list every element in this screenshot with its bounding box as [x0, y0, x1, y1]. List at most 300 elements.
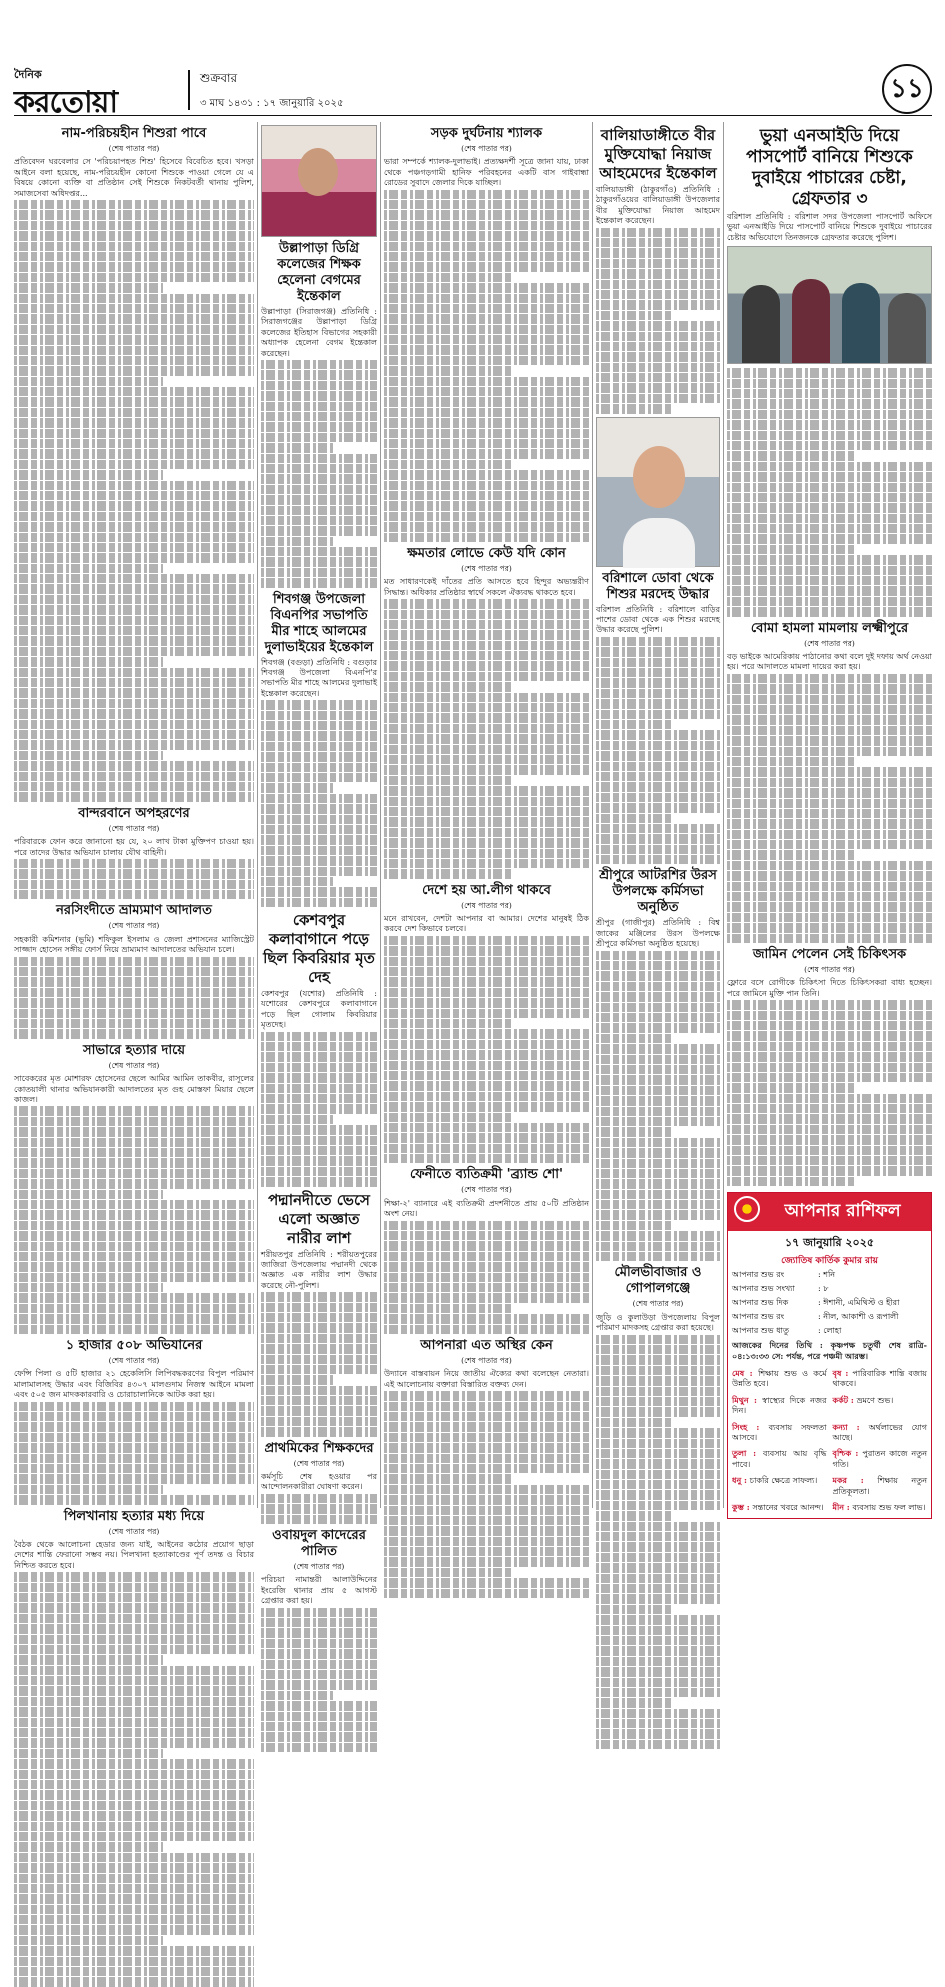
text-line [596, 1003, 720, 1012]
text-line [14, 356, 254, 365]
tithi-note: আজকের দিনের তিথি : কৃষ্ণপক্ষ চতুর্থী শেষ রাত্রি- ০৪:১৩:৩৩ সে: পর্যন্ত, পরে পঞ্চমী আরম্ভ। [732, 1340, 927, 1361]
text-line [261, 1063, 377, 1072]
text-line [596, 290, 720, 299]
text-line [384, 1231, 589, 1240]
text-line [596, 394, 720, 403]
text-line [261, 1722, 377, 1731]
headline: প্রাথমিকের শিক্ষকদের [264, 1440, 374, 1456]
article-text: শিবগঞ্জ (বগুড়া) প্রতিনিধি : বগুড়ার শিবগঞ্জ উপজেলা বিএনপি'র সভাপতি মীর শাহে আলমের দুলাভাই ইন্তেকাল করেছেন। [261, 657, 377, 698]
text-line [261, 578, 377, 587]
text-line [384, 449, 589, 458]
text-line [261, 752, 377, 761]
text-line [596, 1190, 720, 1199]
text-line [727, 483, 932, 492]
text-line [384, 1293, 589, 1302]
text-line [14, 231, 254, 240]
text-line [261, 1712, 377, 1721]
text-line [261, 464, 377, 473]
text-line [261, 898, 377, 907]
text-filler [384, 1221, 589, 1334]
zodiac-sign-text: অর্থলাভের যোগ আছে। [832, 1422, 927, 1443]
horoscope-author: জ্যোতিষ কার্তিক কুমার রায় [781, 1256, 878, 1267]
text-line [261, 360, 377, 369]
text-filler [14, 1402, 254, 1505]
text-line [14, 1283, 163, 1292]
text-line [14, 522, 254, 531]
text-line [261, 370, 377, 379]
text-line [384, 512, 589, 521]
text-filler [596, 637, 720, 865]
text-line [727, 379, 932, 388]
text-line [14, 533, 254, 542]
text-line [14, 688, 254, 697]
text-line [14, 1749, 163, 1758]
text-line [384, 1123, 589, 1132]
text-line [14, 242, 254, 251]
text-line [261, 537, 333, 546]
text-line [261, 516, 377, 525]
text-line [261, 1494, 377, 1503]
headline: পিলখানায় হত্যার মধ্য দিয়ে [63, 1508, 205, 1524]
text-line [261, 815, 377, 824]
text-line [14, 553, 254, 562]
text-line [727, 597, 932, 606]
article-text: জুড়ি ও কুলাউড়া উপজেলায় বিপুল পরিমাণ মাদকসহ গ্রেপ্তার করা হয়েছে। [596, 1312, 720, 1333]
zodiac-sign-name: কুম্ভ : [732, 1502, 753, 1513]
text-line [261, 1504, 377, 1513]
text-line [384, 190, 589, 199]
zodiac-sign-text: পুরাতন কাজে নতুন গতি। [832, 1449, 927, 1469]
text-line [596, 1594, 720, 1603]
text-filler [14, 957, 254, 1039]
text-line [384, 304, 589, 313]
text-line [14, 1148, 254, 1157]
text-line [14, 720, 254, 729]
text-filler [14, 859, 254, 900]
text-line [14, 439, 254, 448]
text-line [14, 1759, 254, 1768]
text-line [596, 1179, 720, 1188]
text-line [384, 599, 589, 608]
column-divider [257, 122, 258, 1508]
text-line [384, 501, 589, 510]
text-line [727, 545, 854, 554]
zodiac-sign-name: বৃশ্চিক : [832, 1448, 863, 1459]
article-text: বৈঠক থেকে আলোচনা হেডার জন্য যাই, আইনের কঠোর প্রয়োগ ছাড়া দেশের শান্তি ফেরানো সম্ভব নয়। পিলখানা হত্যাকাণ্ডের পূর্ণ তদন্ত ও বিচার নিশ্চিত করতে হবে। [14, 1539, 254, 1570]
text-line [384, 1454, 589, 1463]
text-line [727, 1042, 932, 1051]
text-line [596, 228, 720, 237]
headline: শ্রীপুরে আটরশির উরস উপলক্ষে কর্মিসভা অনুষ্ঠিত [599, 868, 717, 916]
headline: নাম-পরিচয়হীন শিশুরা পাবে [61, 126, 207, 141]
text-line [14, 967, 254, 976]
headline: বোমা হামলা মামলায় লক্ষ্মীপুরে [750, 620, 909, 636]
text-line [384, 1506, 589, 1515]
text-line [596, 280, 720, 289]
text-line [14, 1158, 254, 1167]
text-line [14, 678, 254, 687]
text-line [596, 1729, 720, 1738]
headline: ফেনীতে ব্যতিক্রমী 'ব্র্যান্ড শো' [410, 1167, 563, 1183]
text-line [14, 470, 163, 479]
text-line [727, 674, 932, 683]
text-line [261, 1136, 377, 1145]
text-line [261, 1732, 377, 1741]
horoscope-title [728, 1193, 931, 1231]
column-5 [727, 122, 932, 1513]
text-line [14, 1443, 254, 1452]
text-line [14, 709, 254, 718]
zodiac-sign-entry [833, 1395, 928, 1417]
lucky-row [728, 1324, 931, 1338]
text-line [261, 1355, 377, 1364]
text-line [596, 741, 720, 750]
zodiac-sign-text: স্বাস্থ্যের দিকে নজর দিন। [732, 1395, 827, 1416]
text-line [261, 742, 377, 751]
text-line [14, 1946, 254, 1955]
text-line [14, 772, 254, 781]
text-line [14, 1707, 254, 1716]
text-line [596, 363, 720, 372]
text-line [596, 1511, 673, 1520]
text-line [596, 1449, 720, 1458]
text-line [14, 1977, 254, 1986]
text-line [14, 977, 254, 986]
text-line [261, 1177, 377, 1186]
text-line [14, 1169, 254, 1178]
text-line [261, 825, 377, 834]
text-line [384, 620, 589, 629]
text-line [14, 1273, 254, 1282]
text-line [384, 1133, 589, 1142]
text-line [261, 1344, 377, 1353]
continued-label: (শেষ পাতার পর) [461, 563, 512, 573]
text-line [596, 404, 673, 413]
text-filler [261, 360, 377, 588]
text-filler [384, 1391, 589, 1598]
column-1 [14, 122, 254, 1570]
text-line [14, 1666, 254, 1675]
text-line [596, 1574, 720, 1583]
text-line [596, 311, 673, 320]
text-line [596, 1522, 720, 1531]
zodiac-sign-text: ব্যবসায় শুভ ফল লাভ। [852, 1503, 926, 1513]
text-line [727, 514, 932, 523]
zodiac-sign-entry [732, 1422, 827, 1444]
text-line [596, 1407, 720, 1416]
text-line [14, 304, 254, 313]
text-line [14, 460, 254, 469]
text-line [14, 1967, 254, 1976]
portrait-photo [261, 125, 377, 237]
text-line [384, 1402, 589, 1411]
text-line [261, 1323, 377, 1332]
text-line [596, 1698, 673, 1707]
text-line [384, 859, 589, 868]
text-line [14, 1936, 163, 1945]
text-line [261, 485, 377, 494]
text-line [14, 1190, 163, 1199]
continued-label: (শেষ পাতার পর) [461, 900, 512, 910]
headline: আপনারা এত অস্থির কেন [420, 1338, 553, 1353]
text-line [596, 1563, 720, 1572]
text-line [727, 389, 932, 398]
text-line [596, 352, 720, 361]
text-line [14, 1106, 254, 1115]
text-line [14, 283, 163, 292]
text-line [261, 1417, 377, 1426]
text-line [384, 356, 589, 365]
text-line [261, 1334, 377, 1343]
text-line [596, 855, 720, 864]
article-text: ফ্লোরে বসে রোগীকে চিকিৎসা দিতে চিকিৎসকরা বাধ্য হচ্ছেন। পরে জামিনে মুক্তি পান তিনি। [727, 978, 932, 998]
text-line [14, 730, 254, 739]
zodiac-sign-text: ভ্রমণে শুভ। [856, 1395, 894, 1405]
text-line [384, 682, 511, 691]
text-line [261, 474, 377, 483]
text-line [384, 849, 589, 858]
text-line [384, 1283, 589, 1292]
headline: সড়ক দুর্ঘটনায় শ্যালক [430, 126, 543, 141]
article-text: ভারা সম্পর্কে শ্যালক-দুলাভাই। প্রত্যক্ষদর্শী সূত্রে জানা যায়, ঢাকা থেকে পঞ্চগড়গামী হানিফ পরিবহনের একটি বাস গাইবান্ধা রোডের সুবাদে জেলার দিকে যাচ্ছিল। [384, 157, 589, 188]
text-line [384, 221, 589, 230]
text-line [261, 1515, 377, 1524]
text-line [596, 793, 720, 802]
zodiac-sign-entry [833, 1422, 928, 1444]
text-line [261, 1084, 377, 1093]
text-line [384, 1537, 589, 1546]
text-line [384, 262, 589, 271]
article-text: মনে রাখবেন, দেশটা আপনার বা আমার। দেশের মানুষই ঠিক করবে দেশ কিভাবে চলবে। [384, 914, 589, 934]
lucky-row [728, 1296, 931, 1310]
text-line [14, 1242, 254, 1251]
text-line [384, 1241, 589, 1250]
text-line [596, 1605, 673, 1614]
headline: ওবায়দুল কাদেরের পালিত [272, 1528, 366, 1560]
text-line [596, 1615, 720, 1624]
zodiac-sign-text: ব্যবসায় আয় বৃদ্ধি পাবে। [732, 1449, 827, 1469]
text-filler [384, 599, 589, 879]
text-line [384, 1050, 589, 1059]
column-divider [592, 122, 593, 1508]
text-line [14, 1495, 254, 1504]
text-line [261, 433, 377, 442]
text-line [384, 641, 589, 650]
article-text: পরিচয়া নামান্তরী আলাউদ্দিনের ইংরেজি থানার প্রায় ৫ আগস্ট গ্রেপ্তার করা হয়। [261, 1575, 377, 1606]
text-line [384, 1391, 589, 1400]
text-line [261, 526, 377, 535]
text-line [596, 1055, 720, 1064]
headline: বরিশালে ডোবা থেকে শিশুর মরদেহ উদ্ধার [602, 570, 714, 602]
text-line [727, 503, 932, 512]
text-line [14, 1811, 254, 1820]
text-line [727, 778, 932, 787]
lucky-label: আপনার শুভ ধাতু [732, 1326, 789, 1336]
headline: মৌলভীবাজার ও গোপালগঞ্জে [614, 1265, 702, 1297]
continued-label: (শেষ পাতার পর) [461, 144, 512, 153]
text-line [261, 1032, 377, 1041]
text-filler [261, 1032, 377, 1187]
text-line [727, 892, 932, 901]
text-line [596, 720, 673, 729]
text-line [596, 730, 720, 739]
text-line [596, 1159, 720, 1168]
text-line [14, 387, 254, 396]
text-line [14, 626, 254, 635]
text-line [384, 610, 589, 619]
text-line [14, 1635, 254, 1644]
text-line [14, 1231, 254, 1240]
text-line [596, 1096, 720, 1105]
text-line [596, 1013, 720, 1022]
text-line [14, 314, 254, 323]
text-line [14, 1645, 254, 1654]
continued-label: (শেষ পাতার পর) [108, 823, 160, 833]
text-line [14, 1801, 254, 1810]
text-line [727, 368, 932, 377]
text-line [596, 1355, 720, 1364]
article-text: উল্লাপাড়া (সিরাজগঞ্জ) প্রতিনিধি : সিরাজগঞ্জের উল্লাপাড়া ডিগ্রি কলেজের ইতিহাস বিভাগের সহকারী অধ্যাপক হেলেনা বেগম ইন্তেকাল করেছেন। [261, 307, 377, 358]
text-line [261, 557, 377, 566]
text-line [384, 1154, 589, 1163]
text-line [727, 524, 932, 533]
text-line [384, 755, 589, 764]
text-filler [384, 190, 589, 542]
text-line [596, 259, 720, 268]
masthead [14, 64, 932, 120]
text-line [14, 418, 254, 427]
zodiac-sign-entry [833, 1368, 928, 1390]
text-line [384, 1557, 589, 1566]
text-line [14, 221, 254, 230]
lucky-value: : শনি [818, 1270, 836, 1280]
text-line [384, 1578, 589, 1587]
text-line [596, 762, 720, 771]
text-line [596, 982, 720, 991]
text-line [384, 1526, 589, 1535]
text-line [261, 1608, 377, 1617]
text-line [14, 1138, 254, 1147]
text-line [384, 776, 511, 785]
text-line [14, 605, 254, 614]
column-4 [596, 122, 720, 1508]
text-line [384, 1009, 589, 1018]
text-line [14, 988, 254, 997]
text-line [596, 1688, 720, 1697]
continued-label: (শেষ পাতার পর) [108, 144, 160, 153]
text-line [14, 616, 254, 625]
text-line [14, 1957, 254, 1966]
text-line [14, 1210, 254, 1219]
text-line [727, 882, 932, 891]
lucky-row [728, 1282, 931, 1296]
text-line [261, 1649, 377, 1658]
text-filler [727, 1000, 932, 1186]
text-line [384, 745, 589, 754]
zodiac-sign-entry [732, 1448, 827, 1470]
lucky-row [728, 1310, 931, 1324]
text-line [596, 1584, 720, 1593]
text-line [727, 819, 932, 828]
text-line [261, 731, 377, 740]
text-line [261, 1156, 377, 1165]
text-line [596, 1034, 673, 1043]
text-line [261, 1427, 377, 1436]
text-line [596, 1231, 720, 1240]
zodiac-sign-name: কন্যা : [832, 1421, 869, 1432]
text-line [14, 1790, 254, 1799]
text-line [727, 850, 854, 859]
text-line [727, 861, 932, 870]
text-line [14, 325, 254, 334]
text-line [14, 1252, 254, 1261]
text-line [14, 1832, 254, 1841]
text-line [261, 381, 377, 390]
zodiac-sign-entry [732, 1368, 827, 1390]
article-text: ফেন্সি পিলা ও ৫টি হাজার ২১ হেকেলিসি লিপিবদ্ধকরণের বিপুল পরিমাণ মালামালসহ উদ্ধার এবং বিজিবির ৪৩০৭ মালগুদাম নিজস্ব আইনে মামলা এবং ৫০৫ জন মাদককারবারি ও চোরাচালানিকে আটক করা হয়। [14, 1369, 254, 1400]
text-line [384, 1516, 589, 1525]
zodiac-sign-text: চাকরি ক্ষেত্রে সাফল্য। [749, 1476, 818, 1486]
text-line [261, 783, 333, 792]
text-line [384, 1325, 589, 1334]
text-line [727, 809, 932, 818]
text-line [384, 703, 589, 712]
text-line [14, 1686, 254, 1695]
text-line [384, 1422, 589, 1431]
text-line [596, 1501, 720, 1510]
horoscope-date: ১৭ জানুয়ারি ২০২৫ [784, 1236, 874, 1250]
text-line [384, 797, 589, 806]
zodiac-sign-name: মিথুন : [732, 1394, 763, 1405]
text-line [261, 856, 377, 865]
text-line [261, 422, 377, 431]
zodiac-sign-text: ব্যবসায় সফলতা আসবে। [732, 1422, 827, 1443]
text-line [14, 1314, 254, 1323]
text-line [14, 273, 254, 282]
text-line [14, 252, 254, 261]
text-line [261, 1396, 377, 1405]
text-line [727, 902, 932, 911]
text-line [596, 961, 720, 970]
page-number: ১১ [882, 64, 932, 114]
text-line [14, 636, 254, 645]
text-line [596, 1252, 720, 1261]
text-line [14, 880, 254, 889]
text-line [14, 366, 254, 375]
text-line [596, 1418, 673, 1427]
headline: সাভারে হত্যার দায়ে [83, 1042, 185, 1058]
horoscope-box [727, 1192, 932, 1518]
headline: কেশবপুর কলাবাগানে পড়ে ছিল কিবরিয়ার মৃত দেহ [263, 911, 375, 987]
text-line [14, 1127, 254, 1136]
article-text: কেশবপুর (যশোর) প্রতিনিধি : যশোরের কেশবপুরে কলাবাগানে পড়ে ছিল গোলাম কিবরিয়ার মৃতদেহ। [261, 989, 377, 1030]
text-line [596, 1200, 720, 1209]
text-line [596, 814, 673, 823]
text-line [14, 657, 163, 666]
text-line [14, 200, 254, 209]
text-line [384, 724, 589, 733]
text-line [727, 799, 932, 808]
text-line [261, 547, 377, 556]
text-line [14, 1780, 254, 1789]
text-line [596, 1376, 720, 1385]
text-line [727, 1011, 932, 1020]
text-line [596, 383, 720, 392]
text-line [384, 335, 589, 344]
text-line [596, 1470, 720, 1479]
zodiac-sign-entry [833, 1475, 928, 1497]
text-line [727, 934, 932, 943]
